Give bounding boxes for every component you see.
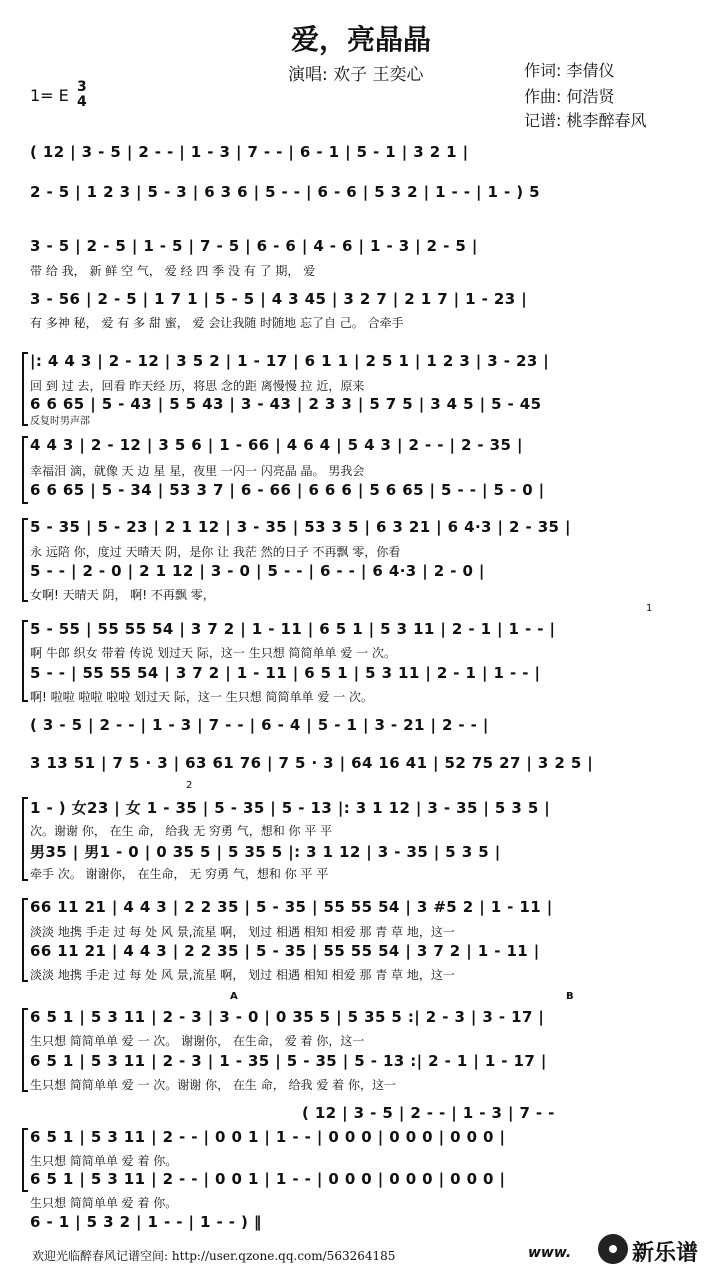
lyric-line: 淡淡 地携 手走 过 每 处 风 景,流星 啊， 划过 相遇 相知 相爱 那 青 草 地，这一 — [30, 925, 455, 939]
score-line: 1 - ) 女23 | 女 1 - 35 | 5 - 35 | 5 - 13 |: 3 1 12 | 3 - 35 | 5 3 5 | — [30, 799, 551, 817]
site-logo — [596, 1230, 718, 1268]
score-line: ( 12 | 3 - 5 | 2 - - | 1 - 3 | 7 - - | 6 - 1 | 5 - 1 | 3 2 1 | — [30, 143, 469, 161]
staff-bracket — [22, 1128, 28, 1192]
score-line: 6 6 65 | 5 - 34 | 53 3 7 | 6 - 66 | 6 6 6 | 5 6 65 | 5 - - | 5 - 0 | — [30, 481, 545, 499]
score-line: 5 - - | 55 55 54 | 3 7 2 | 1 - 11 | 6 5 1 | 5 3 11 | 2 - 1 | 1 - - | — [30, 664, 541, 682]
time-signature — [77, 80, 87, 110]
ending-marker-2: 2 — [186, 780, 193, 791]
logo-text: 新乐谱 — [632, 1241, 699, 1266]
score-line: 5 - - | 2 - 0 | 2 1 12 | 3 - 0 | 5 - - | 6 - - | 6 4·3 | 2 - 0 | — [30, 562, 485, 580]
footer-welcome: 欢迎光临醉春风记谱空间: http://user.qzone.qq.com/563264185 — [32, 1249, 396, 1263]
staff-bracket — [22, 352, 28, 426]
lyric-line: 次。谢谢 你， 在生 命， 给我 无 穷勇 气，想和 你 平 平 — [30, 824, 333, 838]
lyric-line: 牵手 次。 谢谢你， 在生命， 无 穷勇 气，想和 你 平 平 — [30, 867, 329, 881]
lyric-line: 生只想 简简单单 爱 一 次。 谢谢你， 在生命， 爱 着 你，这一 — [30, 1034, 365, 1048]
score-line: 2 - 5 | 1 2 3 | 5 - 3 | 6 3 6 | 5 - - | 6 - 6 | 5 3 2 | 1 - - | 1 - ) 5 — [30, 183, 540, 201]
time-top: 3 — [77, 79, 87, 95]
staff-bracket — [22, 518, 28, 602]
score-line: 5 - 55 | 55 55 54 | 3 7 2 | 1 - 11 | 6 5 1 | 5 3 11 | 2 - 1 | 1 - - | — [30, 620, 556, 638]
lyric-line: 生只想 简简单单 爱 着 你。 — [30, 1196, 178, 1210]
section-marker-a: A — [230, 991, 238, 1002]
score-line: 6 5 1 | 5 3 11 | 2 - 3 | 3 - 0 | 0 35 5 | 5 35 5 :| 2 - 3 | 3 - 17 | — [30, 1008, 545, 1026]
lyric-line: 淡淡 地携 手走 过 每 处 风 景,流星 啊， 划过 相遇 相知 相爱 那 青 草 地，这一 — [30, 968, 455, 982]
key-signature: 1= E — [30, 86, 69, 105]
score-line: 3 - 5 | 2 - 5 | 1 - 5 | 7 - 5 | 6 - 6 | 4 - 6 | 1 - 3 | 2 - 5 | — [30, 237, 478, 255]
score-line: 66 11 21 | 4 4 3 | 2 2 35 | 5 - 35 | 55 55 54 | 3 #5 2 | 1 - 11 | — [30, 898, 553, 916]
singers: 演唱: 欢子 王奕心 — [288, 65, 424, 85]
score-line: 3 - 56 | 2 - 5 | 1 7 1 | 5 - 5 | 4 3 45 | 3 2 7 | 2 1 7 | 1 - 23 | — [30, 290, 528, 308]
score-line: 男35 | 男1 - 0 | 0 35 5 | 5 35 5 |: 3 1 12 | 3 - 35 | 5 3 5 | — [30, 843, 501, 861]
staff-bracket — [22, 620, 28, 702]
staff-bracket — [22, 898, 28, 982]
composer: 作曲: 何浩贤 — [524, 87, 615, 106]
staff-bracket — [22, 436, 28, 504]
footer-www: www. — [528, 1245, 572, 1261]
score-line: 6 6 65 | 5 - 43 | 5 5 43 | 3 - 43 | 2 3 3 | 5 7 5 | 3 4 5 | 5 - 45 — [30, 395, 542, 413]
lyric-line: 女啊! 天晴天 阴， 啊! 不再飘 零， — [30, 588, 215, 602]
lyric-line: 反复时男声部 — [30, 416, 90, 427]
score-line: 6 - 1 | 5 3 2 | 1 - - | 1 - - ) ‖ — [30, 1213, 262, 1231]
lyric-line: 回 到 过 去，回看 昨天经 历，将思 念的距 离慢慢 拉 近，原来 — [30, 379, 365, 393]
score-line: 66 11 21 | 4 4 3 | 2 2 35 | 5 - 35 | 55 55 54 | 3 7 2 | 1 - 11 | — [30, 942, 540, 960]
lyric-line: 永 远陪 你，度过 天晴天 阴，是你 让 我茫 然的日子 不再飘 零，你看 — [30, 545, 401, 559]
song-title: 爱，亮晶晶 — [290, 23, 431, 56]
lyric-line: 幸福泪 滴，就像 天 边 星 星，夜里 一闪一 闪亮晶 晶。 男我会 — [30, 464, 365, 478]
score-line: ( 12 | 3 - 5 | 2 - - | 1 - 3 | 7 - - — [302, 1104, 555, 1122]
lyric-line: 啊 牛郎 织女 带着 传说 划过天 际，这一 生只想 简简单单 爱 一 次。 — [30, 646, 396, 660]
score-line: 6 5 1 | 5 3 11 | 2 - - | 0 0 1 | 1 - - | 0 0 0 | 0 0 0 | 0 0 0 | — [30, 1170, 506, 1188]
lyric-line: 生只想 简简单单 爱 一 次。谢谢 你， 在生 命， 给我 爱 着 你，这一 — [30, 1078, 396, 1092]
lyric-line: 带 给 我， 新 鲜 空 气， 爱 经 四 季 没 有 了 期， 爱 — [30, 264, 316, 278]
lyricist: 作词: 李倩仪 — [524, 61, 615, 80]
staff-bracket — [22, 1008, 28, 1092]
section-marker-b: B — [566, 991, 574, 1002]
lyric-line: 啊! 啦啦 啦啦 啦啦 划过天 际，这一 生只想 简简单单 爱 一 次。 — [30, 690, 373, 704]
score-line: ( 3 - 5 | 2 - - | 1 - 3 | 7 - - | 6 - 4 | 5 - 1 | 3 - 21 | 2 - - | — [30, 716, 489, 734]
score-line: 6 5 1 | 5 3 11 | 2 - 3 | 1 - 35 | 5 - 35 | 5 - 13 :| 2 - 1 | 1 - 17 | — [30, 1052, 547, 1070]
staff-bracket — [22, 797, 28, 881]
ending-marker-1: 1 — [646, 603, 653, 614]
score-line: 3 13 51 | 7 5 · 3 | 63 61 76 | 7 5 · 3 | 64 16 41 | 52 75 27 | 3 2 5 | — [30, 754, 594, 772]
score-line: 6 5 1 | 5 3 11 | 2 - - | 0 0 1 | 1 - - | 0 0 0 | 0 0 0 | 0 0 0 | — [30, 1128, 506, 1146]
transcriber: 记谱: 桃李醉春风 — [524, 111, 647, 130]
time-bottom: 4 — [77, 94, 87, 110]
lyric-line: 有 多神 秘， 爱 有 多 甜 蜜， 爱 会让我随 时随地 忘了自 己。 合牵手 — [30, 316, 404, 330]
lyric-line: 生只想 简简单单 爱 着 你。 — [30, 1154, 178, 1168]
score-line: 5 - 35 | 5 - 23 | 2 1 12 | 3 - 35 | 53 3 5 | 6 3 21 | 6 4·3 | 2 - 35 | — [30, 518, 571, 536]
record-disc-icon — [598, 1234, 628, 1264]
score-line: |: 4 4 3 | 2 - 12 | 3 5 2 | 1 - 17 | 6 1 1 | 2 5 1 | 1 2 3 | 3 - 23 | — [30, 352, 550, 370]
score-line: 4 4 3 | 2 - 12 | 3 5 6 | 1 - 66 | 4 6 4 | 5 4 3 | 2 - - | 2 - 35 | — [30, 436, 523, 454]
